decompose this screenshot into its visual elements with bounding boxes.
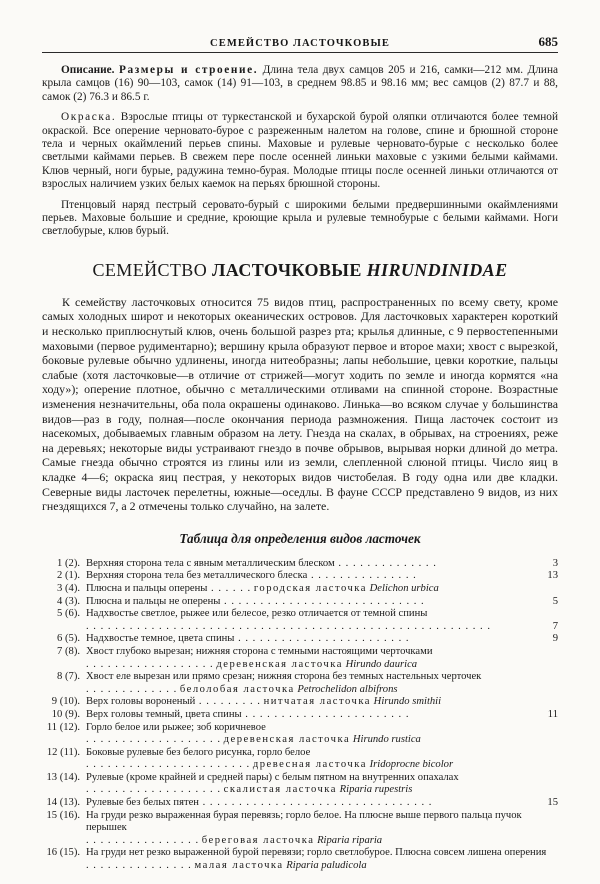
key-row-dots: . . . . . . . . . . . . . . . . [86,834,200,846]
key-row-target: 15 [547,797,558,809]
key-row [42,583,558,596]
key-row-body [86,684,558,697]
key-row-body [86,583,558,596]
key-row [42,797,558,810]
key-row-dots: . . . . . . . . . . . . . . [334,557,437,569]
key-row-body [86,747,558,760]
key-row-species-ru: береговая ласточка [201,834,315,846]
key-row-dots: . . . . . . . . . . . . . . . . . . . . . . . . . . . . [220,595,425,607]
key-row-body [86,759,558,772]
key-row [42,747,558,760]
key-row-body [86,722,558,735]
family-name: ЛАСТОЧКОВЫЕ [212,259,362,280]
key-row-number: 16 (15). [46,847,80,859]
key-row-text: Надхвостье темное, цвета спины [86,633,235,645]
key-row-dots: . . . . . . . . . . . . . . . . . . . . . . . . . . . . . . . . . . . . . . . . . . . . . . . . . . . . . . . . [86,620,491,632]
key-row-number: 6 (5). [57,633,80,645]
key-row [42,696,558,709]
key-row [42,646,558,659]
description-coloration-paragraph [42,111,558,191]
key-row-species-ru: деревенская ласточка [216,658,343,670]
key-row-text: Рулевые (кроме крайней и средней пары) с белым пятном на внутренних опахалах [86,771,459,783]
key-row-text: Верх головы темный, цвета спины [86,708,242,720]
key-row-species-latin: Delichon urbica [369,582,439,594]
key-row-dots: . . . . . . . . . . . . . . . . . . . . . . . [241,708,410,720]
key-row [42,633,558,646]
key-row-text: На груди резко выраженная бурая перевязь; горло белое. На плюсне выше первого пальца пучок перышек [86,809,522,834]
key-row-text: Плюсна и пальцы оперены [86,582,208,594]
key-row-species-ru: нитчатая ласточка [263,696,372,708]
key-row-target: 13 [547,570,558,582]
key-row-number: 2 (1). [57,570,80,582]
key-row-body [86,596,558,609]
family-description-section [42,295,558,514]
key-row-body [86,608,558,621]
key-row-body [86,621,558,634]
key-row-body [86,659,558,672]
key-row-dots: . . . . . . . . . . . . . . . . . . . . . . . . [234,633,410,645]
key-row [42,570,558,583]
key-row-dots: . . . . . . . . . . . . . . . . . . . [86,734,221,746]
family-word: СЕМЕЙСТВО [92,259,208,280]
description-coloration-text: Взрослые птицы от туркестанской и бухарской бурой оляпки отличаются более темной окраской. Все оперение черновато-бурое с разреженным налетом на голове, спине и брюшной стороне тела и черных окаймлений перьев спины. Маховые и рулевые черновато-бурые с несколько более светлыми каймами перьев. В свежем пере после осенней линьки маховые с узкими белыми каймами. Клюв черный, ноги бурые, радужина темно-бурая. Молодые птицы после осенней линьки отличаются от взрослых наличием узких белых каемок на перьях брюшной стороны. [42,111,558,191]
key-row-species-ru: древесная ласточка [252,759,367,771]
key-row-body [86,646,558,659]
running-head-title: СЕМЕЙСТВО ЛАСТОЧКОВЫЕ [210,38,390,49]
key-row-number: 1 (2). [57,557,80,569]
key-row-species-ru: белолобая ласточка [179,683,295,695]
key-row-continuation [42,835,558,848]
key-row [42,596,558,609]
key-row-species-latin: Hirundo daurica [345,658,418,670]
key-row-target: 11 [547,708,558,720]
key-row-dots: . . . . . . . . . . . . . . . [86,860,192,872]
key-row [42,608,558,621]
description-label: Описание. [61,64,115,76]
key-row-number: 5 (6). [57,608,80,620]
key-row-number: 8 (7). [57,671,80,683]
key-row-text: Хвост глубоко вырезан; нижняя сторона с темными настоящими черточками [86,645,433,657]
key-row-body [86,847,558,860]
key-row-species-latin: Hirundo rustica [352,734,421,746]
key-row-species-latin: Riparia riparia [317,834,383,846]
key-row-body [86,784,558,797]
family-heading [42,260,558,281]
key-row-species-latin: Iridoprocne bicolor [369,759,454,771]
description-section [42,64,558,239]
key-row-body [86,671,558,684]
key-row-dots: . . . . . . . . . . . . . [86,683,178,695]
key-row-number: 14 (13). [46,797,80,809]
key-row-text: Горло белое или рыжее; зоб коричневое [86,721,266,733]
running-head [42,34,558,49]
page-number: 685 [538,34,558,49]
key-row-continuation [42,684,558,697]
key-row [42,558,558,571]
key-row-dots: . . . . . . . . . . . . . . . . . . . [86,784,221,796]
key-row-species-ru: городская ласточка [253,582,367,594]
header-rule [42,52,558,53]
key-row-dots: . . . . . . . . . . . . . . . . . . [86,658,214,670]
key-row-number: 10 (9). [51,708,80,720]
key-row-dots: . . . . . . . . . [195,696,261,708]
key-row-dots: . . . . . . . . . . . . . . . . . . . . . . . [86,759,251,771]
key-row-text: Хвост еле вырезан или прямо срезан; нижняя сторона без темных настельных черточек [86,671,482,683]
key-row-text: Боковые рулевые без белого рисунка, горло белое [86,746,311,758]
family-description-paragraph: К семейству ласточковых относится 75 видов птиц, распространенных по всему свету, кроме самых холодных широт и некоторых океанических островов. Для ласточковых характерен короткий и несколько приплюснутый клюв, очень большой разрез рта; крылья длинные, с 9 первостепенными маховыми (первое рудиментарно); вершину крыла образуют первое и второе махи; хвост с вырезкой, боковые рулевые обычно удлинены, иногда нитеобразны; лапы небольшие, цевки короткие, пальцы слабые (хотя ласточковые—в отличие от стрижей—могут ходить по земле и иногда кормятся «на ходу»); оперение плотное, обычно с металлическими отливами на спинной стороне. Возрастные изменения незначительны, оба пола окрашены одинаково. Линька—во всяком случае у большинства видов—раз в году, полная—после окончания периода размножения. Пища ласточек состоит из насекомых, добываемых главным образом на лету. Гнезда на скалах, в обрывах, на строениях, реже на деревьях; некоторые виды устраивают гнездо в почве обрывов, вырывая норки длиной до метра. Самые гнезда обычно строятся из глины или из земли, слепленной слюной птицы. Число яиц в кладке 4—6; окраска яиц пестрая, у некоторых видов чистобелая. В году одна или две кладки. Северные виды ласточек перелетны, южные—оседлы. В фауне СССР представлено 9 видов, из них гнездящихся 7, а 2 отмечены только случайно, на залете. [42,294,558,514]
key-row-species-latin: Riparia paludicola [286,860,367,872]
key-row-species-ru: малая ласточка [194,860,284,872]
key-row-number: 9 (10). [51,696,80,708]
key-row-body [86,570,558,583]
key-row-body [86,696,558,709]
key-row-body [86,709,558,722]
description-juvenile-paragraph: Птенцовый наряд пестрый серовато-бурый с широкими белыми предвершинными окаймлениями перьев. Маховые большие и средние, кроющие крыла и рулевые темнобурые с белыми каймами. Ноги светлобурые, клюв бурый. [42,198,558,238]
key-row-number: 11 (12). [46,721,80,733]
key-row-target: 7 [552,620,558,632]
key-row-continuation [42,621,558,634]
key-row [42,709,558,722]
key-row-number: 12 (11). [46,746,80,758]
key-row-dots: . . . . . . [207,582,252,594]
key-row-body [86,860,558,873]
family-latin-name: HIRUNDINIDAE [366,259,508,280]
key-row-dots: . . . . . . . . . . . . . . . [307,570,417,582]
key-table-heading: Таблица для определения видов ласточек [179,530,421,546]
key-row-text: Плюсна и пальцы не оперены [86,595,221,607]
key-row-text: Верхняя сторона тела без металлического блеска [86,570,308,582]
key-row-text: Рулевые без белых пятен [86,797,199,809]
description-sublabel: Размеры и строение. [118,64,259,76]
key-row-text: Верхняя сторона тела с явным металлическим блеском [86,557,335,569]
description-measurements-text: Длина тела двух самцов 205 и 216, самки—212 мм. Длина крыла самцов (16) 90—103, самок (14) 91—103, в среднем 98.85 и 98.16 мм; вес самцов (2) 87.7 и 88, самок (2) 76.3 и 86.5 г. [42,64,559,103]
key-row-target: 9 [552,633,558,645]
key-row-species-ru: скалистая ласточка [223,784,337,796]
key-row-body [86,835,558,848]
coloration-label: Окраска. [61,111,117,124]
key-row-continuation [42,759,558,772]
key-row-text: Верх головы вороненый [86,696,196,708]
key-row-body [86,810,558,835]
key-row-body [86,633,558,646]
key-row [42,847,558,860]
identification-key [42,558,558,873]
key-row-number: 4 (3). [57,595,80,607]
key-row-number: 13 (14). [46,771,80,783]
key-row-species-latin: Hirundo smithii [373,696,442,708]
key-row-species-latin: Riparia rupestris [339,784,413,796]
key-row [42,671,558,684]
key-row-species-latin: Petrochelidon albifrons [297,683,398,695]
key-row [42,772,558,785]
key-row-continuation [42,734,558,747]
key-row-number: 7 (8). [57,645,80,657]
key-row-continuation [42,860,558,873]
key-row-body [86,558,558,571]
key-row-body [86,772,558,785]
key-row-target: 5 [552,595,558,607]
description-measurements-paragraph [42,64,558,104]
key-row-number: 3 (4). [57,582,80,594]
key-row-number: 15 (16). [46,809,80,821]
key-row-species-ru: деревенская ласточка [223,734,351,746]
key-row-text: Надхвостье светлое, рыжее или белесое, резко отличается от темной спины [86,608,428,620]
key-row-dots: . . . . . . . . . . . . . . . . . . . . . . . . . . . . . . . . [198,797,433,809]
key-row-continuation [42,659,558,672]
key-row-body [86,734,558,747]
key-row-body [86,797,558,810]
key-row-text: На груди нет резко выраженной бурой перевязи; горло светлобурое. Плюсна совсем лишена оперения [86,847,547,859]
key-row-continuation [42,784,558,797]
key-row [42,722,558,735]
key-row [42,810,558,835]
key-row-target: 3 [552,557,558,569]
